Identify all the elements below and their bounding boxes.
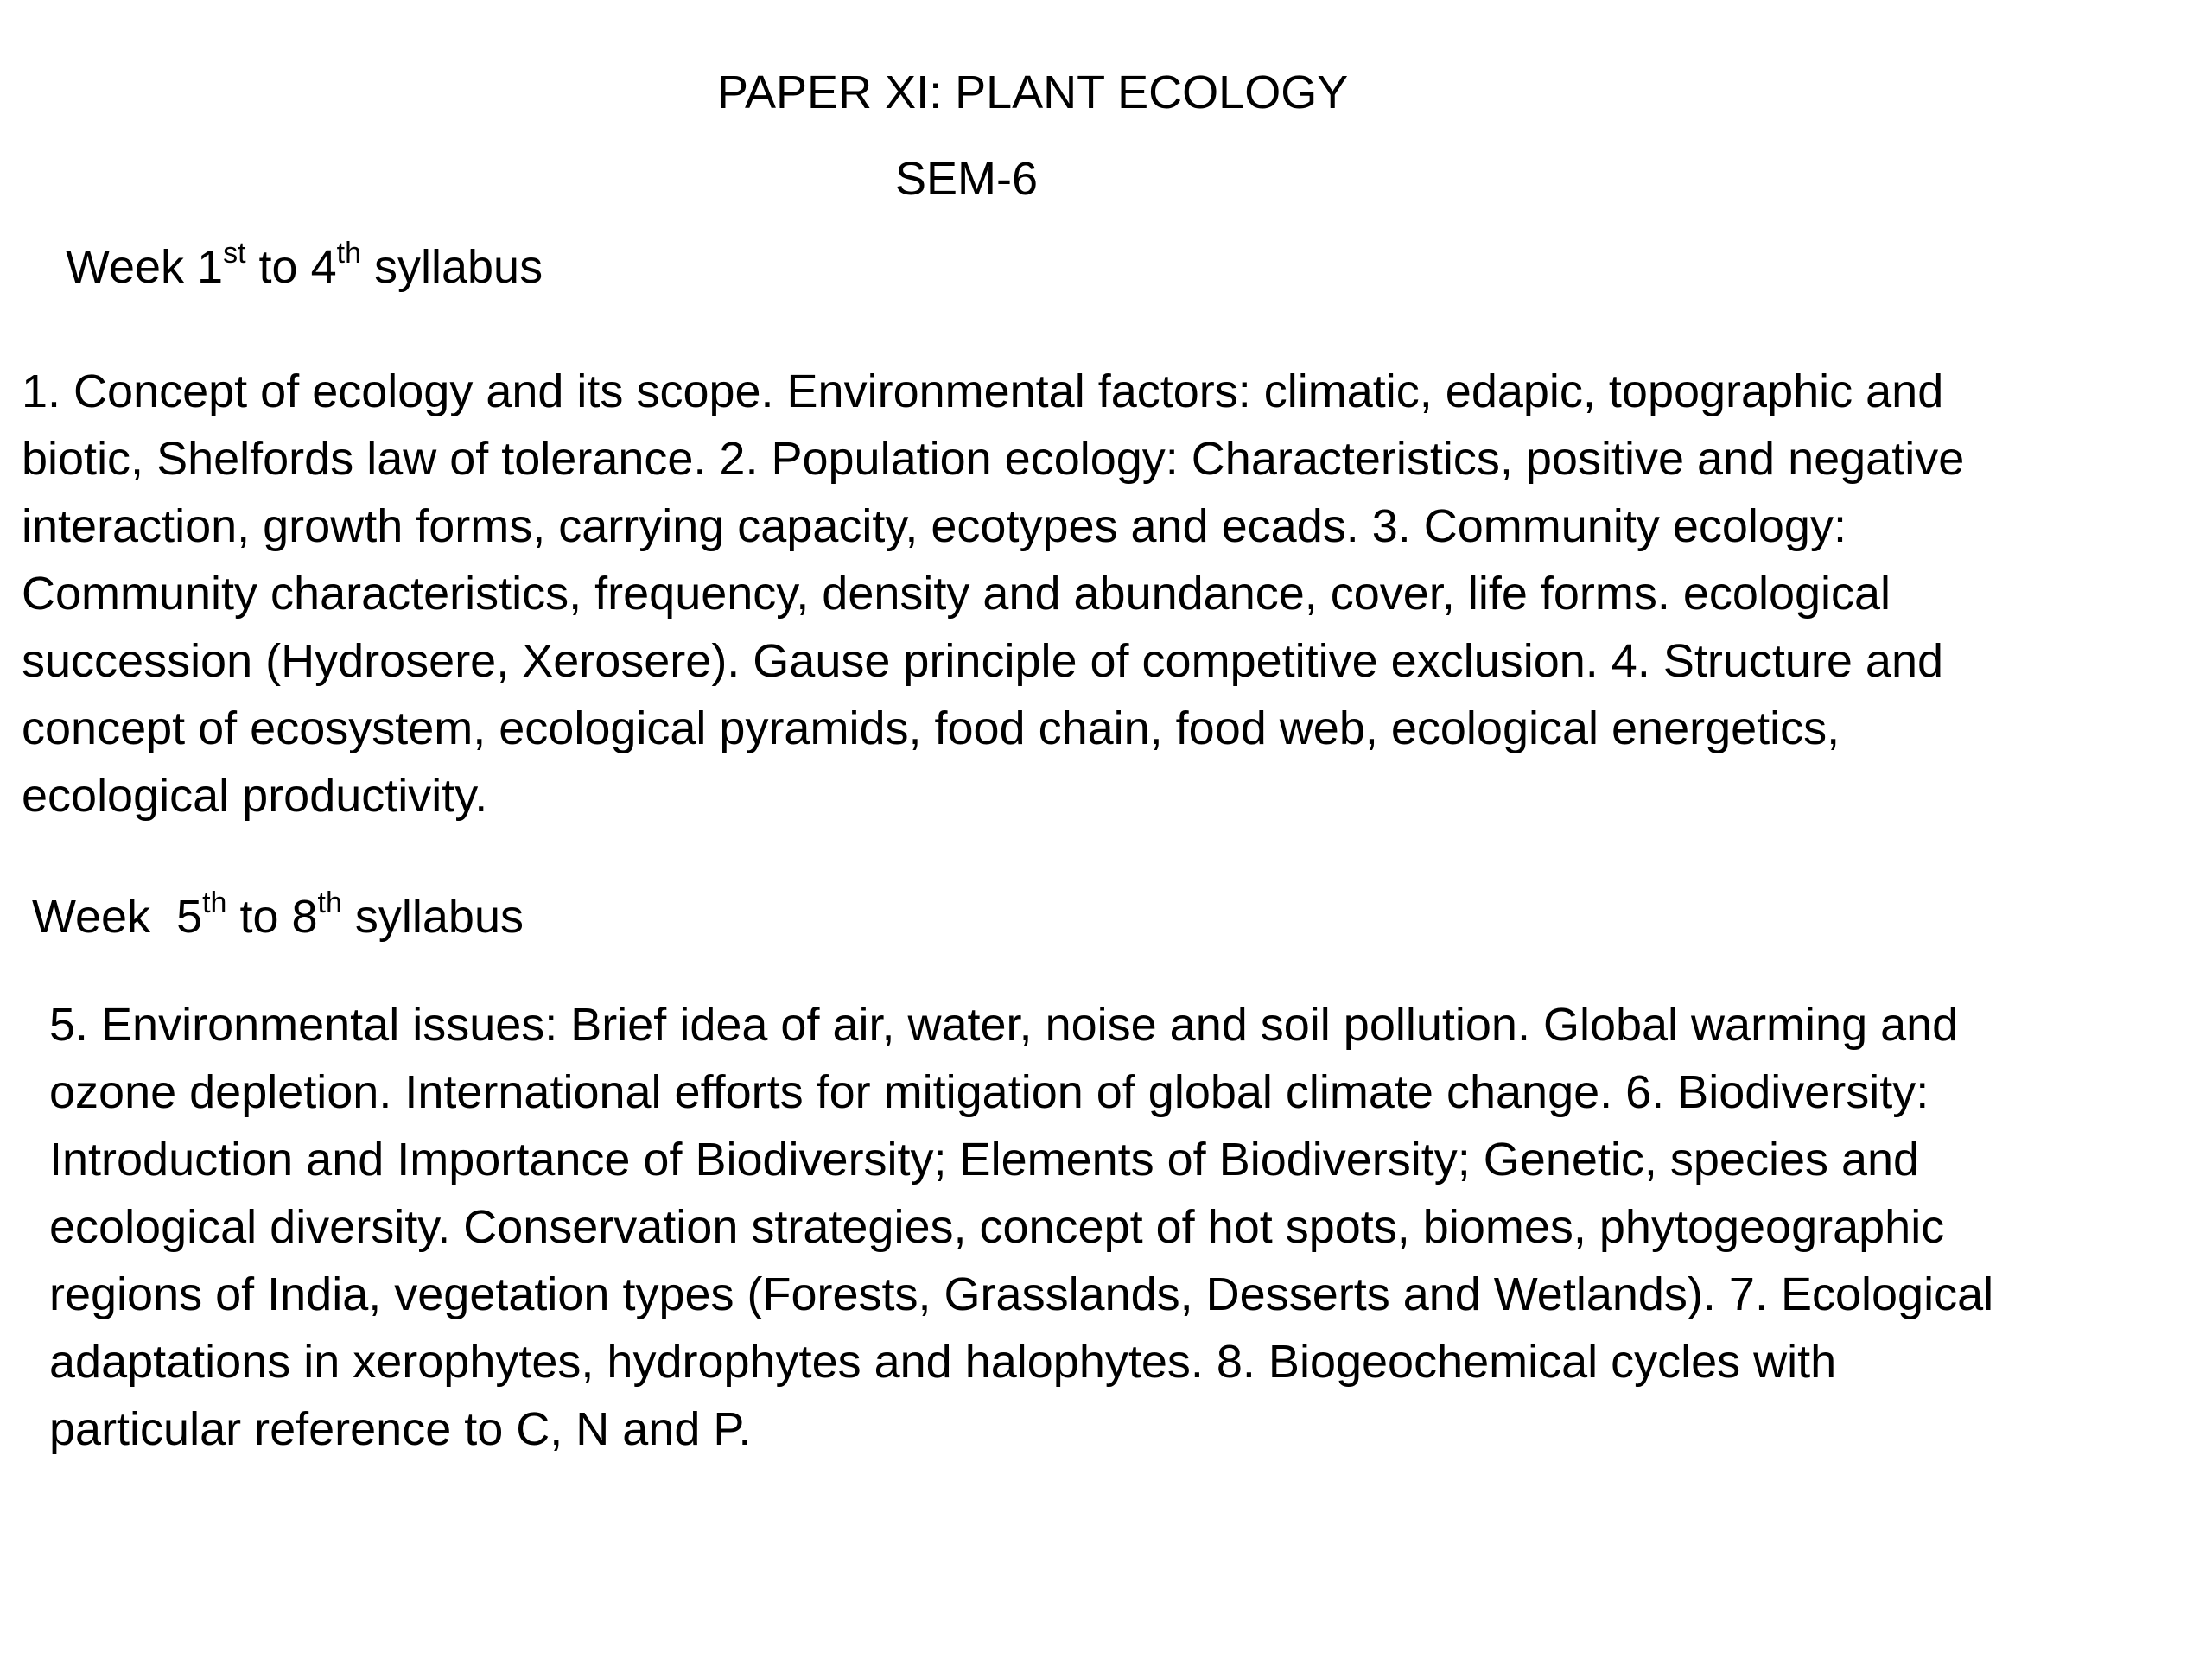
week-heading-ordinal: th bbox=[317, 887, 342, 919]
paragraph-line: concept of ecosystem, ecological pyramids, food chain, food web, ecological energetics, bbox=[22, 702, 1840, 754]
paragraph-line: Community characteristics, frequency, density and abundance, cover, life forms. ecological bbox=[22, 568, 1891, 620]
syllabus-paragraph-weeks-5-8 bbox=[49, 991, 1993, 1463]
paragraph-line: 5. Environmental issues: Brief idea of air, water, noise and soil pollution. Global warming and bbox=[49, 999, 1959, 1051]
page-title: PAPER XI: PLANT ECOLOGY bbox=[717, 67, 1349, 118]
paragraph-line: ecological diversity. Conservation strategies, concept of hot spots, biomes, phytogeographic bbox=[49, 1201, 1945, 1253]
week-heading-prefix: Week 5 bbox=[32, 891, 203, 943]
paragraph-line: particular reference to C, N and P. bbox=[49, 1403, 752, 1455]
paragraph-line: 1. Concept of ecology and its scope. Environmental factors: climatic, edapic, topographic and bbox=[22, 365, 1944, 417]
paragraph-line: ecological productivity. bbox=[22, 770, 488, 822]
semester-label: SEM-6 bbox=[895, 153, 1039, 205]
week-heading-middle: to 4 bbox=[245, 241, 337, 293]
syllabus-paragraph-weeks-1-4 bbox=[22, 358, 1964, 830]
week-1-4-heading bbox=[66, 235, 543, 299]
week-heading-suffix: syllabus bbox=[360, 241, 543, 293]
week-heading-ordinal: th bbox=[336, 237, 361, 270]
paragraph-line: interaction, growth forms, carrying capacity, ecotypes and ecads. 3. Community ecology: bbox=[22, 500, 1847, 552]
week-heading-ordinal: st bbox=[223, 237, 246, 270]
week-heading-ordinal: th bbox=[202, 887, 227, 919]
paragraph-line: biotic, Shelfords law of tolerance. 2. Population ecology: Characteristics, positive and negative bbox=[22, 433, 1965, 485]
week-heading-prefix: Week 1 bbox=[66, 241, 224, 293]
paragraph-line: succession (Hydrosere, Xerosere). Gause principle of competitive exclusion. 4. Structure and bbox=[22, 635, 1944, 687]
paragraph-line: ozone depletion. International efforts for mitigation of global climate change. 6. Biodiversity: bbox=[49, 1066, 1929, 1118]
paragraph-line: regions of India, vegetation types (Forests, Grasslands, Desserts and Wetlands). 7. Ecological bbox=[49, 1268, 1994, 1320]
paragraph-line: adaptations in xerophytes, hydrophytes and halophytes. 8. Biogeochemical cycles with bbox=[49, 1336, 1837, 1388]
week-heading-suffix: syllabus bbox=[341, 891, 524, 943]
week-heading-middle: to 8 bbox=[226, 891, 318, 943]
paragraph-line: Introduction and Importance of Biodiversity; Elements of Biodiversity; Genetic, species and bbox=[49, 1134, 1920, 1185]
week-5-8-heading bbox=[32, 885, 524, 949]
